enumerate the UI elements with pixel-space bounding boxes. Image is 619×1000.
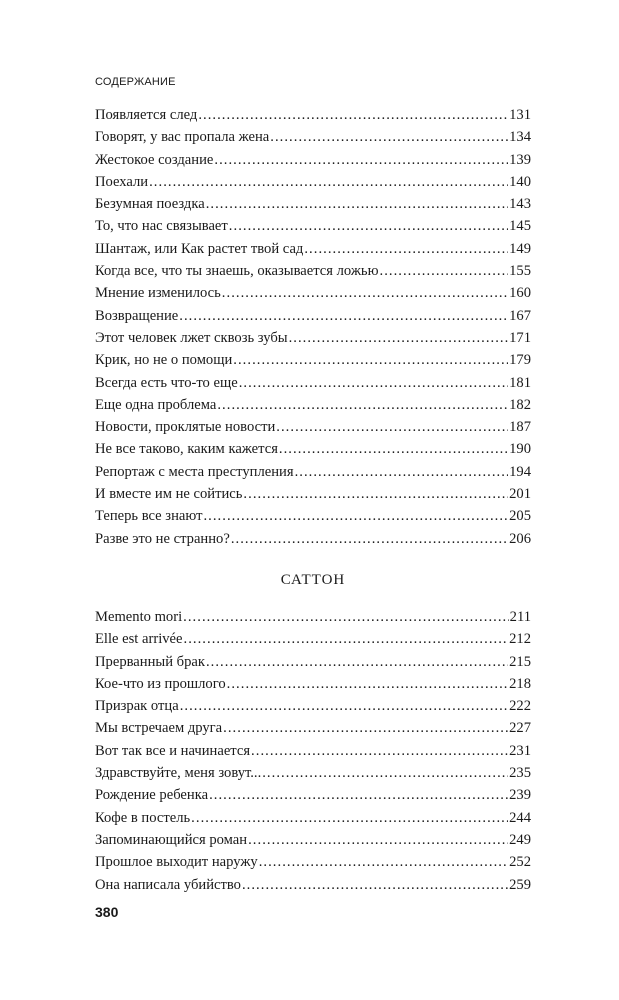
toc-entry-page: 227 [509, 720, 531, 737]
toc-entry-title: Она написала убийство [95, 876, 241, 893]
dot-leader [242, 874, 508, 896]
toc-entry-page: 201 [509, 486, 531, 503]
toc-entry-title: Всегда есть что-то еще [95, 374, 238, 391]
toc-entry[interactable] [95, 215, 531, 237]
toc-entry-page: 139 [509, 151, 531, 168]
toc-entry-page: 140 [509, 173, 531, 190]
toc-list-part2 [95, 606, 531, 896]
dot-leader [262, 762, 508, 784]
dot-leader [217, 394, 508, 416]
toc-entry-page: 211 [509, 609, 531, 625]
dot-leader [223, 717, 508, 739]
toc-entry-title: Теперь все знают [95, 508, 203, 525]
toc-entry-page: 179 [509, 352, 531, 369]
toc-entry-title: Вот так все и начинается [95, 742, 251, 759]
dot-leader [198, 104, 508, 126]
toc-entry-title: Новости, проклятые новости [95, 419, 276, 436]
toc-entry[interactable] [95, 305, 531, 327]
toc-entry-title: Этот человек лжет сквозь зубы [95, 329, 288, 346]
dot-leader [184, 628, 509, 650]
dot-leader [209, 784, 508, 806]
toc-entry[interactable] [95, 695, 531, 717]
toc-entry-title: Мнение изменилось [95, 285, 221, 302]
toc-entry[interactable] [95, 260, 531, 282]
toc-entry-page: 215 [509, 653, 531, 670]
toc-entry-title: Возвращение [95, 307, 179, 324]
toc-entry-title: Когда все, что ты знаешь, оказывается ложью [95, 263, 379, 280]
toc-entry-page: 171 [509, 329, 531, 346]
toc-list-part1 [95, 104, 531, 550]
toc-entry-page: 239 [509, 787, 531, 804]
toc-entry[interactable] [95, 104, 531, 126]
toc-entry-page: 218 [509, 675, 531, 692]
toc-entry-title: Призрак отца [95, 698, 179, 715]
section-heading: САТТОН [280, 572, 346, 588]
toc-entry[interactable] [95, 193, 531, 215]
toc-entry-page: 235 [509, 765, 531, 782]
toc-entry-page: 259 [509, 876, 531, 893]
toc-entry[interactable] [95, 606, 531, 628]
dot-leader [239, 372, 508, 394]
toc-entry[interactable] [95, 829, 531, 851]
toc-entry[interactable] [95, 651, 531, 673]
toc-entry-title: Здравствуйте, меня зовут... [95, 765, 262, 782]
toc-entry-page: 231 [509, 742, 531, 759]
dot-leader [206, 651, 508, 673]
toc-entry-title: Кофе в постель [95, 809, 191, 826]
toc-entry[interactable] [95, 874, 531, 896]
toc-entry-page: 155 [509, 263, 531, 280]
toc-entry-page: 181 [509, 374, 531, 391]
dot-leader [251, 740, 508, 762]
dot-leader [248, 829, 508, 851]
toc-entry[interactable] [95, 784, 531, 806]
toc-entry-title: Memento mori [95, 609, 183, 625]
running-head: СОДЕРЖАНИЕ [95, 76, 176, 88]
toc-entry-title: Жестокое создание [95, 151, 214, 168]
toc-entry[interactable] [95, 394, 531, 416]
dot-leader [295, 461, 509, 483]
toc-entry-page: 149 [509, 240, 531, 257]
toc-entry[interactable] [95, 126, 531, 148]
toc-entry-title: Появляется след [95, 107, 198, 123]
toc-entry[interactable] [95, 461, 531, 483]
toc-entry[interactable] [95, 483, 531, 505]
toc-entry[interactable] [95, 851, 531, 873]
toc-entry[interactable] [95, 372, 531, 394]
dot-leader [183, 606, 508, 628]
toc-entry-page: 249 [509, 831, 531, 848]
toc-entry-page: 145 [509, 218, 531, 235]
toc-entry-page: 222 [509, 698, 531, 715]
toc-entry-page: 143 [509, 196, 531, 213]
toc-entry-title: Запоминающийся роман [95, 831, 248, 848]
toc-entry-title: Еще одна проблема [95, 396, 217, 413]
toc-entry[interactable] [95, 628, 531, 650]
dot-leader [243, 483, 508, 505]
page-number: 380 [95, 904, 119, 920]
toc-entry-page: 194 [509, 463, 531, 480]
toc-entry[interactable] [95, 327, 531, 349]
toc-entry-title: Рождение ребенка [95, 787, 209, 804]
dot-leader [214, 149, 508, 171]
toc-entry[interactable] [95, 528, 531, 550]
toc-entry-page: 206 [509, 530, 531, 547]
toc-entry-page: 205 [509, 508, 531, 525]
toc-entry-page: 131 [509, 107, 531, 123]
toc-entry[interactable] [95, 505, 531, 527]
dot-leader [206, 193, 508, 215]
dot-leader [191, 807, 508, 829]
toc-entry-page: 160 [509, 285, 531, 302]
toc-entry[interactable] [95, 438, 531, 460]
dot-leader [222, 282, 508, 304]
toc-entry[interactable] [95, 282, 531, 304]
toc-entry-page: 187 [509, 419, 531, 436]
toc-entry-title: Прошлое выходит наружу [95, 854, 258, 871]
toc-entry[interactable] [95, 673, 531, 695]
toc-entry-title: Не все таково, каким кажется [95, 441, 278, 458]
dot-leader [259, 851, 508, 873]
dot-leader [229, 215, 508, 237]
toc-entry[interactable] [95, 717, 531, 739]
dot-leader [203, 505, 508, 527]
toc-entry[interactable] [95, 740, 531, 762]
toc-entry-page: 252 [509, 854, 531, 871]
toc-entry-page: 167 [509, 307, 531, 324]
toc-entry-title: Кое-что из прошлого [95, 675, 226, 692]
toc-entry-title: Репортаж с места преступления [95, 463, 294, 480]
dot-leader [231, 528, 508, 550]
toc-entry-page: 212 [509, 631, 531, 648]
dot-leader [289, 327, 509, 349]
dot-leader [149, 171, 508, 193]
toc-entry-title: Прерванный брак [95, 653, 205, 670]
toc-entry[interactable] [95, 416, 531, 438]
toc-entry-title: Крик, но не о помощи [95, 352, 233, 369]
toc-entry-title: Говорят, у вас пропала жена [95, 129, 270, 146]
toc-entry-page: 182 [509, 396, 531, 413]
toc-entry-page: 244 [509, 809, 531, 826]
toc-entry-page: 190 [509, 441, 531, 458]
dot-leader [380, 260, 509, 282]
toc-entry[interactable] [95, 238, 531, 260]
toc-entry-title: И вместе им не сойтись [95, 486, 243, 503]
dot-leader [279, 438, 508, 460]
toc-entry-title: Шантаж, или Как растет твой сад [95, 240, 304, 257]
toc-entry[interactable] [95, 807, 531, 829]
toc-entry-title: Elle est arrivée [95, 631, 183, 648]
toc-entry[interactable] [95, 171, 531, 193]
dot-leader [270, 126, 508, 148]
dot-leader [276, 416, 508, 438]
toc-entry[interactable] [95, 762, 531, 784]
toc-entry-title: Разве это не странно? [95, 530, 230, 547]
dot-leader [233, 349, 508, 371]
toc-entry-title: Поехали [95, 173, 149, 190]
toc-entry[interactable] [95, 149, 531, 171]
toc-entry-title: То, что нас связывает [95, 218, 228, 235]
toc-entry[interactable] [95, 349, 531, 371]
dot-leader [179, 305, 508, 327]
toc-entry-title: Мы встречаем друга [95, 720, 223, 737]
toc-entry-title: Безумная поездка [95, 196, 205, 213]
dot-leader [304, 238, 508, 260]
dot-leader [227, 673, 508, 695]
dot-leader [180, 695, 508, 717]
toc-entry-page: 134 [509, 129, 531, 146]
